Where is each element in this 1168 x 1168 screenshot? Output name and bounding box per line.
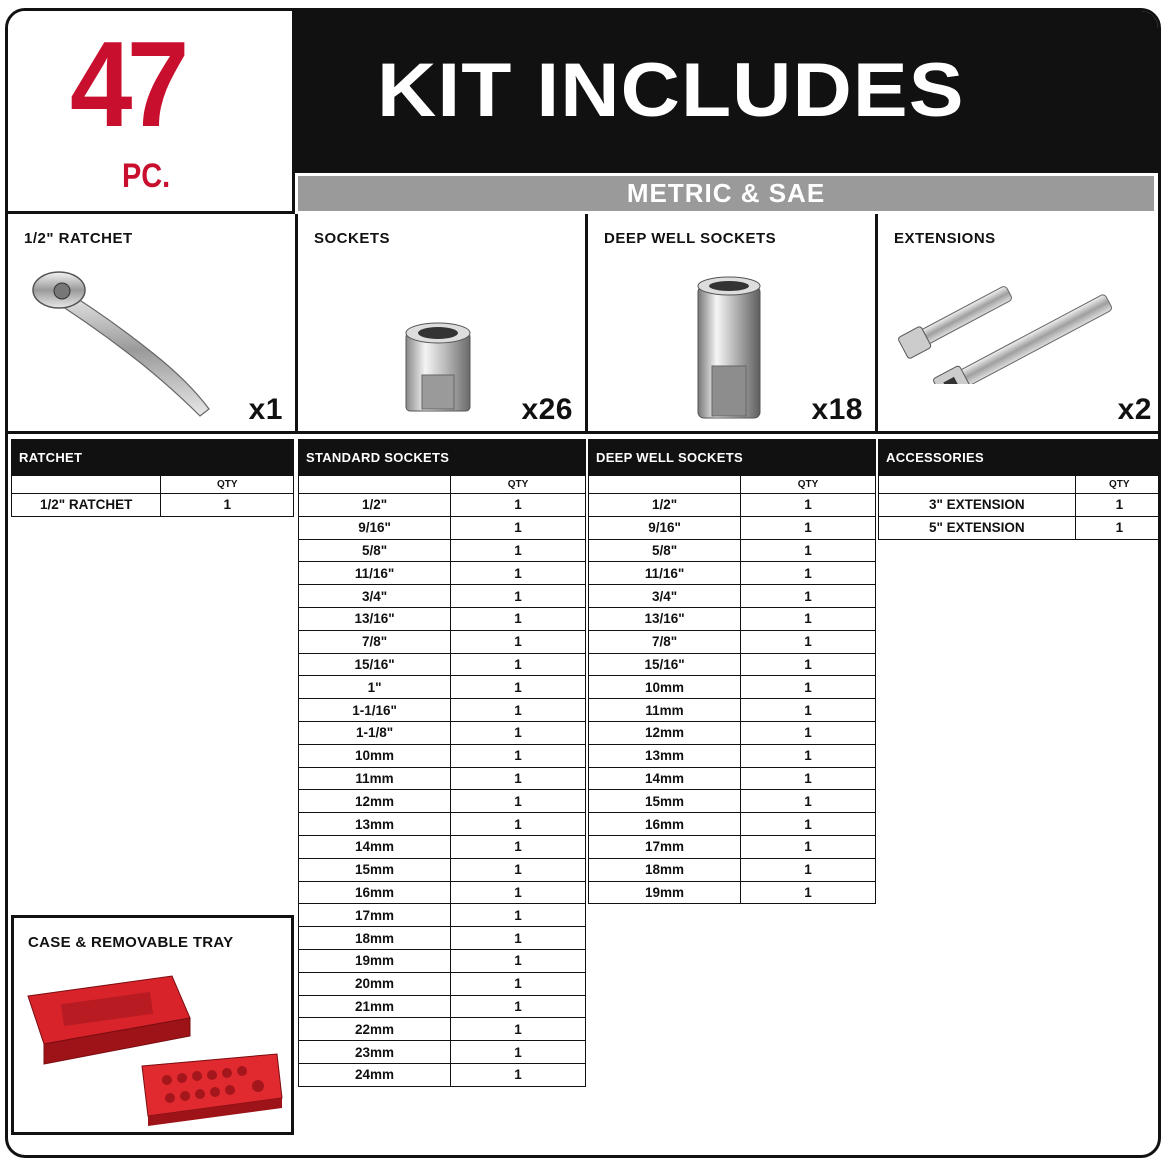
item-cell: 7/8" bbox=[589, 630, 741, 653]
item-cell: 3/4" bbox=[299, 585, 451, 608]
item-cell: 22mm bbox=[299, 1018, 451, 1041]
deep-well-sockets-grid bbox=[588, 475, 876, 904]
table-row bbox=[589, 699, 876, 722]
item-header-cell bbox=[589, 476, 741, 494]
item-cell: 1-1/16" bbox=[299, 699, 451, 722]
case-title: CASE & REMOVABLE TRAY bbox=[28, 934, 234, 951]
table-row bbox=[299, 607, 586, 630]
table-row bbox=[589, 813, 876, 836]
item-cell: 16mm bbox=[299, 881, 451, 904]
socket-icon bbox=[398, 319, 478, 419]
table-row bbox=[879, 516, 1162, 539]
qty-cell: 1 bbox=[741, 494, 876, 517]
item-cell: 5/8" bbox=[299, 539, 451, 562]
item-cell: 5/8" bbox=[589, 539, 741, 562]
qty-cell: 1 bbox=[1075, 516, 1161, 539]
table-row bbox=[299, 790, 586, 813]
qty-cell: 1 bbox=[741, 744, 876, 767]
table-row bbox=[589, 653, 876, 676]
table-row bbox=[589, 676, 876, 699]
item-cell: 15mm bbox=[299, 858, 451, 881]
item-cell: 19mm bbox=[589, 881, 741, 904]
qty-cell: 1 bbox=[451, 630, 586, 653]
table-title: DEEP WELL SOCKETS bbox=[588, 439, 876, 475]
panel-ratchet bbox=[8, 214, 298, 434]
qty-cell: 1 bbox=[451, 562, 586, 585]
item-cell: 11/16" bbox=[589, 562, 741, 585]
qty-header-cell: QTY bbox=[1075, 476, 1161, 494]
table-row bbox=[299, 516, 586, 539]
qty-cell: 1 bbox=[451, 972, 586, 995]
item-cell: 14mm bbox=[589, 767, 741, 790]
item-header-cell bbox=[12, 476, 161, 494]
table-row bbox=[299, 881, 586, 904]
table-row bbox=[589, 539, 876, 562]
panel-qty: x26 bbox=[521, 393, 573, 426]
qty-cell: 1 bbox=[741, 835, 876, 858]
piece-count: 47 bbox=[70, 16, 184, 152]
ratchet-table bbox=[11, 439, 294, 517]
qty-cell: 1 bbox=[741, 858, 876, 881]
table-title: RATCHET bbox=[11, 439, 294, 475]
item-cell: 3" EXTENSION bbox=[879, 494, 1076, 517]
table-row bbox=[299, 539, 586, 562]
qty-cell: 1 bbox=[741, 767, 876, 790]
qty-cell: 1 bbox=[741, 539, 876, 562]
table-row bbox=[299, 562, 586, 585]
table-row bbox=[299, 630, 586, 653]
qty-cell: 1 bbox=[451, 835, 586, 858]
table-title: ACCESSORIES bbox=[878, 439, 1161, 475]
item-cell: 19mm bbox=[299, 949, 451, 972]
item-cell: 12mm bbox=[299, 790, 451, 813]
table-row bbox=[299, 995, 586, 1018]
qty-cell: 1 bbox=[451, 744, 586, 767]
table-row bbox=[299, 835, 586, 858]
case-panel bbox=[11, 915, 294, 1135]
item-cell: 5" EXTENSION bbox=[879, 516, 1076, 539]
table-row bbox=[299, 1018, 586, 1041]
standard-sockets-grid bbox=[298, 475, 586, 1087]
panel-sockets bbox=[298, 214, 588, 434]
table-row bbox=[299, 1041, 586, 1064]
qty-cell: 1 bbox=[161, 494, 294, 517]
item-cell: 11/16" bbox=[299, 562, 451, 585]
panel-qty: x1 bbox=[248, 393, 283, 426]
item-cell: 9/16" bbox=[299, 516, 451, 539]
qty-header-row bbox=[299, 476, 586, 494]
item-cell: 13/16" bbox=[299, 607, 451, 630]
qty-cell: 1 bbox=[451, 653, 586, 676]
qty-header-row bbox=[589, 476, 876, 494]
deep-well-sockets-table bbox=[588, 439, 876, 904]
panel-title: EXTENSIONS bbox=[894, 230, 996, 247]
table-row bbox=[589, 562, 876, 585]
item-cell: 17mm bbox=[589, 835, 741, 858]
item-header-cell bbox=[299, 476, 451, 494]
qty-cell: 1 bbox=[451, 767, 586, 790]
qty-cell: 1 bbox=[451, 949, 586, 972]
item-cell: 13mm bbox=[589, 744, 741, 767]
table-row bbox=[299, 949, 586, 972]
qty-cell: 1 bbox=[451, 699, 586, 722]
table-row bbox=[299, 904, 586, 927]
panel-title: 1/2" RATCHET bbox=[24, 230, 133, 247]
table-row bbox=[299, 1063, 586, 1086]
qty-cell: 1 bbox=[451, 1063, 586, 1086]
item-cell: 24mm bbox=[299, 1063, 451, 1086]
item-cell: 15/16" bbox=[299, 653, 451, 676]
table-row bbox=[589, 881, 876, 904]
panel-qty: x2 bbox=[1117, 393, 1152, 426]
qty-cell: 1 bbox=[451, 1041, 586, 1064]
panel-title: DEEP WELL SOCKETS bbox=[604, 230, 777, 247]
table-row bbox=[299, 676, 586, 699]
qty-cell: 1 bbox=[451, 1018, 586, 1041]
item-cell: 9/16" bbox=[589, 516, 741, 539]
item-cell: 7/8" bbox=[299, 630, 451, 653]
table-row bbox=[299, 585, 586, 608]
item-cell: 1/2" bbox=[299, 494, 451, 517]
qty-cell: 1 bbox=[451, 585, 586, 608]
qty-cell: 1 bbox=[451, 858, 586, 881]
table-row bbox=[299, 699, 586, 722]
item-cell: 10mm bbox=[589, 676, 741, 699]
qty-cell: 1 bbox=[451, 539, 586, 562]
qty-header-cell: QTY bbox=[741, 476, 876, 494]
kit-sheet bbox=[5, 8, 1161, 1158]
table-row bbox=[299, 858, 586, 881]
table-row bbox=[879, 494, 1162, 517]
table-row bbox=[589, 494, 876, 517]
qty-header-row bbox=[879, 476, 1162, 494]
table-row bbox=[589, 744, 876, 767]
qty-header-cell: QTY bbox=[161, 476, 294, 494]
qty-cell: 1 bbox=[451, 721, 586, 744]
item-cell: 21mm bbox=[299, 995, 451, 1018]
item-cell: 10mm bbox=[299, 744, 451, 767]
qty-cell: 1 bbox=[451, 607, 586, 630]
table-title: STANDARD SOCKETS bbox=[298, 439, 586, 475]
item-cell: 17mm bbox=[299, 904, 451, 927]
qty-cell: 1 bbox=[451, 995, 586, 1018]
qty-cell: 1 bbox=[741, 653, 876, 676]
item-cell: 20mm bbox=[299, 972, 451, 995]
table-row bbox=[299, 972, 586, 995]
qty-cell: 1 bbox=[741, 676, 876, 699]
subheader-band bbox=[298, 176, 1154, 211]
table-row bbox=[589, 630, 876, 653]
qty-cell: 1 bbox=[741, 607, 876, 630]
piece-count-unit: PC. bbox=[122, 157, 171, 195]
page-subtitle: METRIC & SAE bbox=[626, 178, 826, 208]
item-cell: 1/2" bbox=[589, 494, 741, 517]
qty-cell: 1 bbox=[1075, 494, 1161, 517]
qty-cell: 1 bbox=[741, 790, 876, 813]
header-banner bbox=[295, 11, 1158, 173]
item-header-cell bbox=[879, 476, 1076, 494]
table-row bbox=[299, 494, 586, 517]
qty-cell: 1 bbox=[741, 721, 876, 744]
accessories-table bbox=[878, 439, 1161, 540]
panel-extensions bbox=[878, 214, 1161, 434]
item-cell: 3/4" bbox=[589, 585, 741, 608]
qty-cell: 1 bbox=[451, 676, 586, 699]
table-row bbox=[589, 790, 876, 813]
panel-deep-well-sockets bbox=[588, 214, 878, 434]
qty-cell: 1 bbox=[451, 790, 586, 813]
item-cell: 15/16" bbox=[589, 653, 741, 676]
item-cell: 1-1/8" bbox=[299, 721, 451, 744]
extension-icon bbox=[898, 264, 1128, 384]
item-cell: 1" bbox=[299, 676, 451, 699]
qty-cell: 1 bbox=[741, 630, 876, 653]
accessories-grid bbox=[878, 475, 1161, 540]
table-row bbox=[299, 744, 586, 767]
qty-cell: 1 bbox=[451, 904, 586, 927]
item-cell: 13mm bbox=[299, 813, 451, 836]
qty-cell: 1 bbox=[451, 813, 586, 836]
item-cell: 11mm bbox=[299, 767, 451, 790]
qty-cell: 1 bbox=[451, 881, 586, 904]
piece-count-box bbox=[8, 11, 295, 214]
table-row bbox=[589, 607, 876, 630]
qty-cell: 1 bbox=[741, 699, 876, 722]
qty-cell: 1 bbox=[741, 516, 876, 539]
qty-cell: 1 bbox=[741, 562, 876, 585]
case-tray-icon bbox=[22, 958, 287, 1128]
item-cell: 13/16" bbox=[589, 607, 741, 630]
qty-header-row bbox=[12, 476, 294, 494]
qty-cell: 1 bbox=[451, 494, 586, 517]
item-cell: 23mm bbox=[299, 1041, 451, 1064]
table-row bbox=[299, 927, 586, 950]
deep-socket-icon bbox=[688, 274, 768, 424]
qty-cell: 1 bbox=[741, 813, 876, 836]
item-cell: 12mm bbox=[589, 721, 741, 744]
item-cell: 15mm bbox=[589, 790, 741, 813]
item-cell: 1/2" RATCHET bbox=[12, 494, 161, 517]
table-row bbox=[299, 813, 586, 836]
qty-cell: 1 bbox=[741, 585, 876, 608]
qty-header-cell: QTY bbox=[451, 476, 586, 494]
panel-title: SOCKETS bbox=[314, 230, 391, 247]
item-cell: 18mm bbox=[589, 858, 741, 881]
table-row bbox=[589, 835, 876, 858]
item-cell: 16mm bbox=[589, 813, 741, 836]
item-cell: 14mm bbox=[299, 835, 451, 858]
page-title: KIT INCLUDES bbox=[377, 48, 965, 133]
table-row bbox=[589, 585, 876, 608]
table-row bbox=[12, 494, 294, 517]
qty-cell: 1 bbox=[741, 881, 876, 904]
ratchet-icon bbox=[24, 264, 224, 424]
table-row bbox=[299, 653, 586, 676]
ratchet-table-grid bbox=[11, 475, 294, 517]
table-row bbox=[589, 767, 876, 790]
item-cell: 18mm bbox=[299, 927, 451, 950]
standard-sockets-table bbox=[298, 439, 586, 1087]
table-row bbox=[299, 767, 586, 790]
table-row bbox=[589, 721, 876, 744]
qty-cell: 1 bbox=[451, 516, 586, 539]
panel-qty: x18 bbox=[811, 393, 863, 426]
table-row bbox=[299, 721, 586, 744]
table-row bbox=[589, 516, 876, 539]
item-cell: 11mm bbox=[589, 699, 741, 722]
qty-cell: 1 bbox=[451, 927, 586, 950]
table-row bbox=[589, 858, 876, 881]
